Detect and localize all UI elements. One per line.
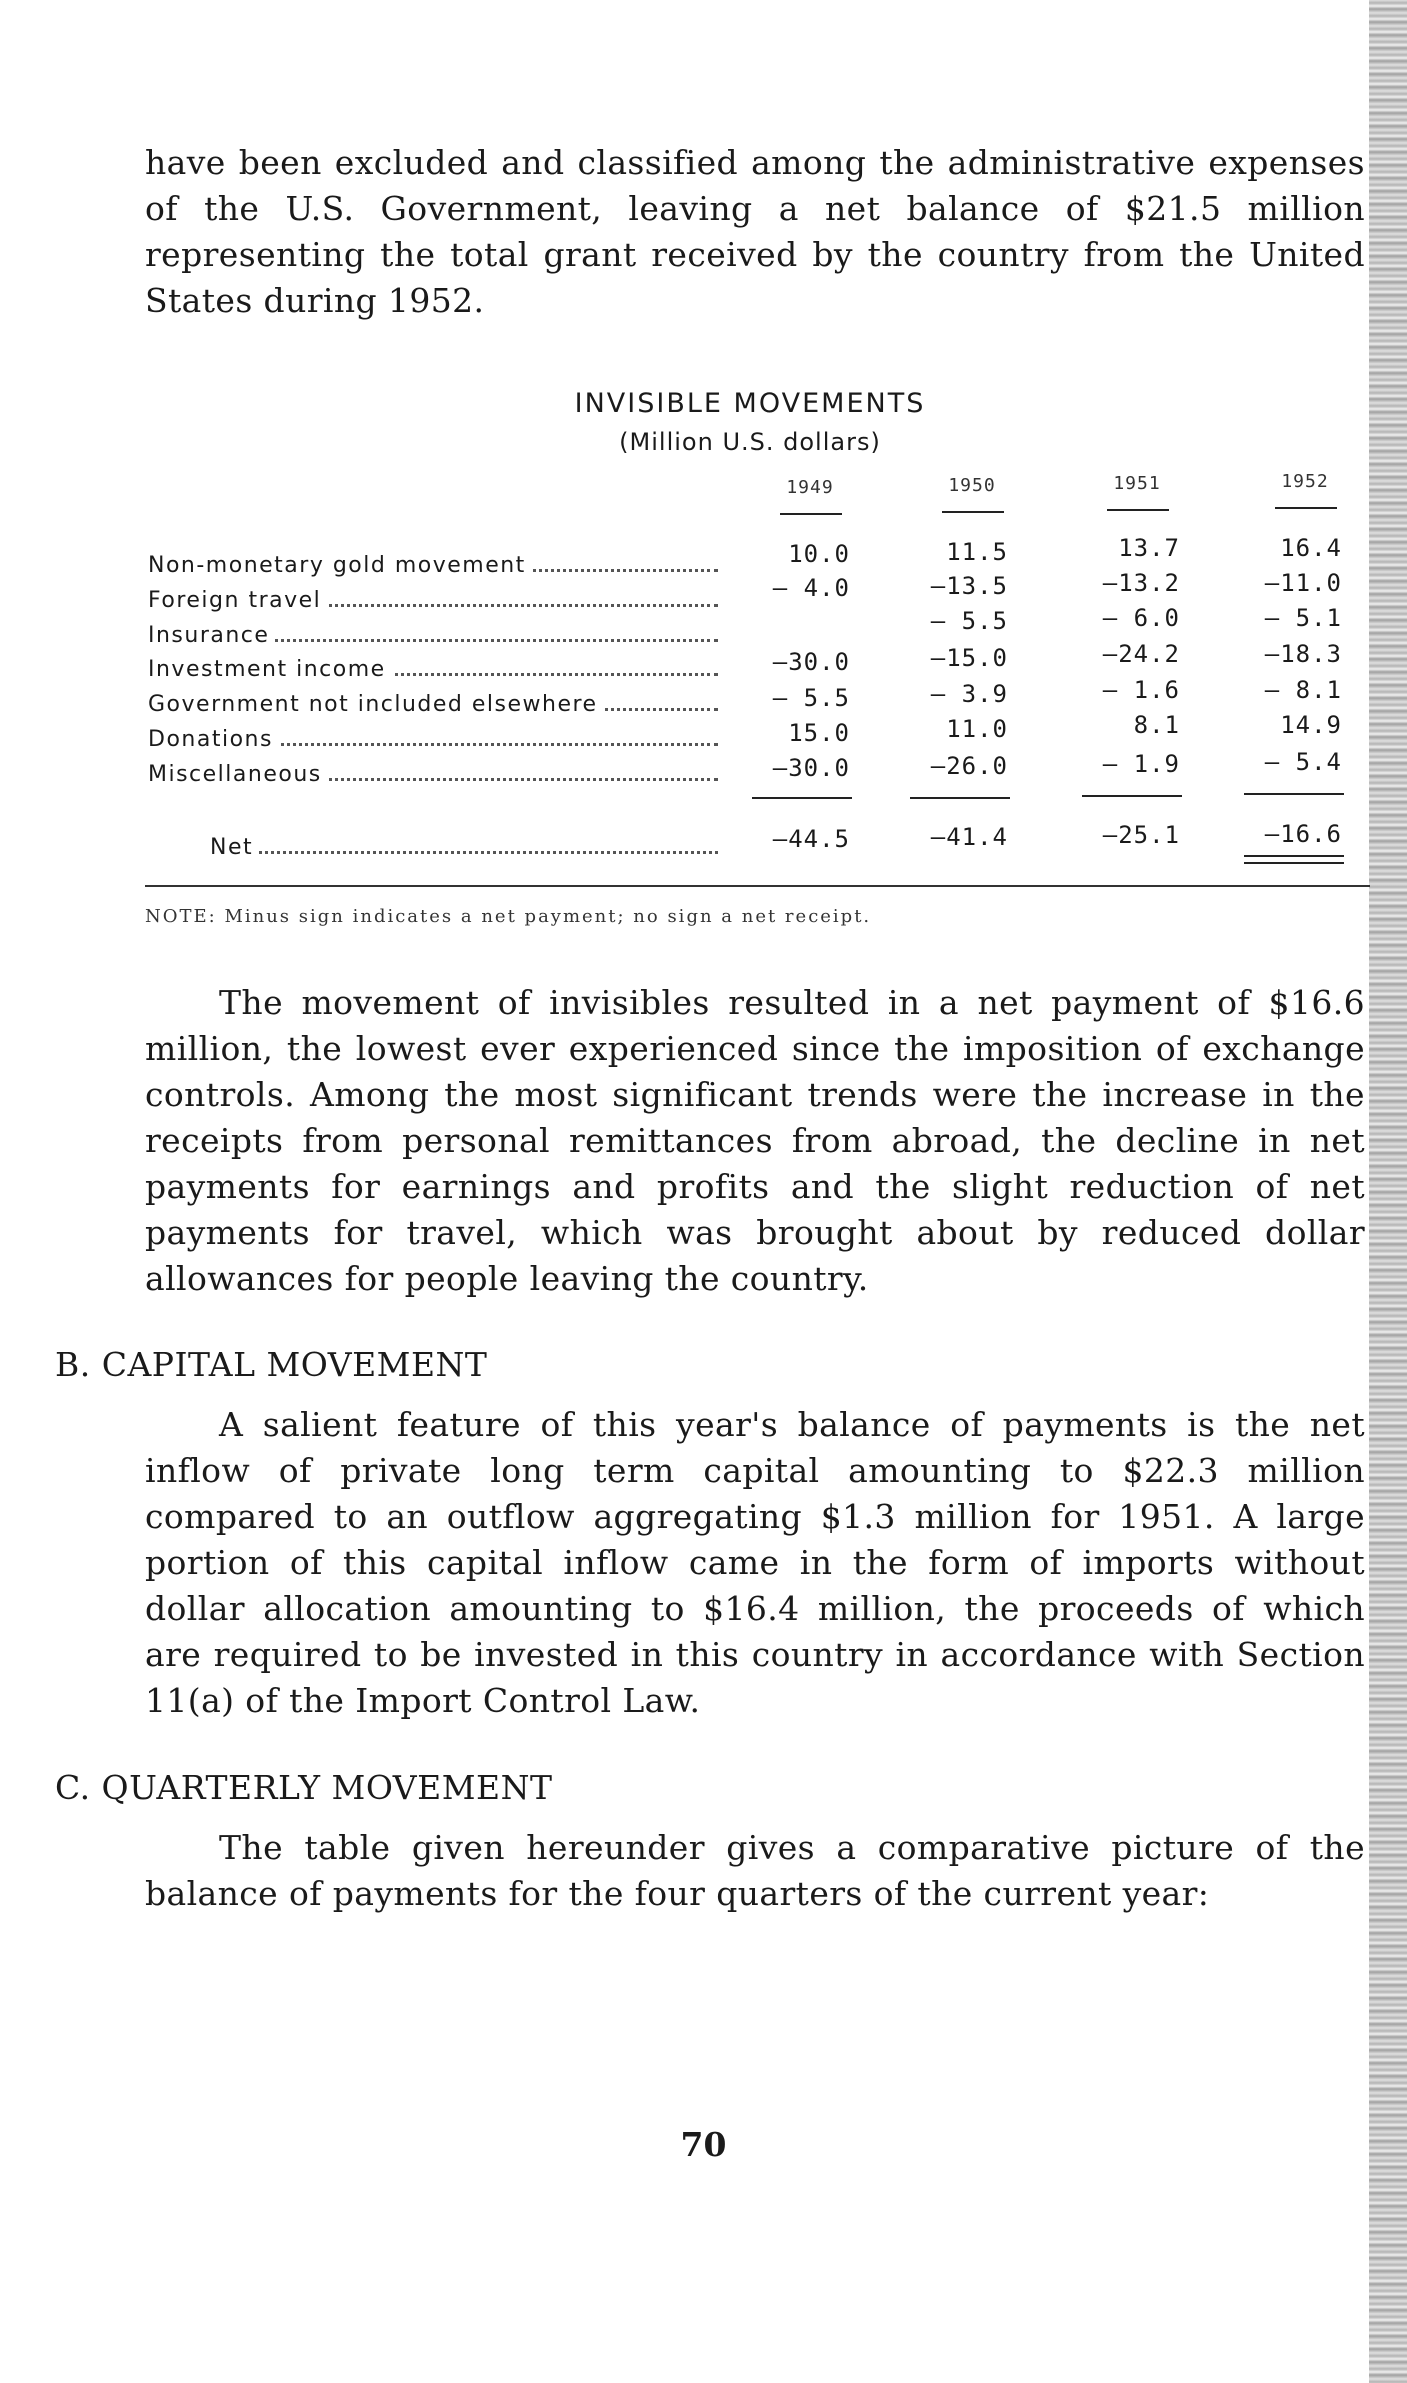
table-cell: 11.0 bbox=[946, 715, 1008, 743]
row-label: Investment income bbox=[148, 657, 718, 682]
table-cell: —18.3 bbox=[1264, 640, 1342, 668]
table-cell: — 8.1 bbox=[1264, 676, 1342, 704]
year-underline bbox=[1107, 509, 1169, 511]
net-value-1949: —44.5 bbox=[772, 825, 850, 853]
table-cell: — 5.5 bbox=[930, 607, 1008, 635]
table-cell: —26.0 bbox=[930, 752, 1008, 780]
table-cell: —13.5 bbox=[930, 572, 1008, 600]
table-cell: —30.0 bbox=[772, 648, 850, 676]
year-header-1951: 1951 bbox=[1113, 473, 1161, 494]
year-header-1950: 1950 bbox=[948, 475, 996, 496]
table-cell: —30.0 bbox=[772, 754, 850, 782]
table-cell: — 1.6 bbox=[1102, 676, 1180, 704]
net-value-1950: —41.4 bbox=[930, 823, 1008, 851]
year-underline bbox=[942, 511, 1004, 513]
row-label: Donations bbox=[148, 727, 718, 752]
invisibles-paragraph: The movement of invisibles resulted in a net payment of $16.6 million, the lowest ever experienced since the imposition of exchange controls. Among the most significant trends were the increase in the receipts from personal remittances from abroad, the decline in net payments for earnings and profits and the slight reduction of net payments for travel, which was brought about by reduced dollar allowances for people leaving the country. bbox=[145, 983, 1365, 1298]
table-cell: 16.4 bbox=[1280, 534, 1342, 562]
table-cell: 13.7 bbox=[1118, 534, 1180, 562]
sum-rule bbox=[752, 797, 852, 799]
table-cell: — 6.0 bbox=[1102, 604, 1180, 632]
row-label: Miscellaneous bbox=[148, 762, 718, 787]
net-row-label: Net bbox=[210, 835, 718, 860]
table-cell: 10.0 bbox=[788, 540, 850, 568]
table-title: INVISIBLE MOVEMENTS bbox=[574, 388, 926, 419]
table-cell: 11.5 bbox=[946, 538, 1008, 566]
table-cell: —11.0 bbox=[1264, 569, 1342, 597]
table-subtitle: (Million U.S. dollars) bbox=[619, 428, 881, 456]
table-cell: — 4.0 bbox=[772, 574, 850, 602]
table-cell: — 3.9 bbox=[930, 680, 1008, 708]
row-label: Foreign travel bbox=[148, 588, 718, 613]
sum-rule bbox=[910, 797, 1010, 799]
section-b-paragraph: A salient feature of this year's balance of payments is the net inflow of private long term capital amounting to $22.3 million compared to an outflow aggregating $1.3 million for 1951. A large portion of this capital inflow came in the form of imports without dollar allocation amounting to $16.4 million, the proceeds of which are required to be invested in this country in accordance with Section 11(a) of the Import Control Law. bbox=[145, 1405, 1365, 1720]
year-underline bbox=[1275, 507, 1337, 509]
sum-rule bbox=[1082, 795, 1182, 797]
table-cell: — 5.1 bbox=[1264, 604, 1342, 632]
row-label: Insurance bbox=[148, 623, 718, 648]
net-value-1951: —25.1 bbox=[1102, 821, 1180, 849]
table-cell: 14.9 bbox=[1280, 711, 1342, 739]
table-cell: —15.0 bbox=[930, 644, 1008, 672]
section-b-heading: B. CAPITAL MOVEMENT bbox=[55, 1345, 488, 1384]
scanned-page-edge bbox=[1369, 0, 1407, 2383]
table-cell: —24.2 bbox=[1102, 640, 1180, 668]
row-label: Non-monetary gold movement bbox=[148, 553, 718, 578]
table-note: NOTE: Minus sign indicates a net payment; no sign a net receipt. bbox=[145, 906, 872, 927]
net-value-1952: —16.6 bbox=[1264, 820, 1342, 848]
year-header-1952: 1952 bbox=[1281, 471, 1329, 492]
year-underline bbox=[780, 513, 842, 515]
table-cell: — 5.4 bbox=[1264, 748, 1342, 776]
section-c-paragraph: The table given hereunder gives a comparative picture of the balance of payments for the four quarters of the current year: bbox=[145, 1828, 1365, 1913]
section-c-heading: C. QUARTERLY MOVEMENT bbox=[55, 1768, 553, 1807]
table-cell: 15.0 bbox=[788, 719, 850, 747]
page-number: 70 bbox=[680, 2125, 727, 2164]
year-header-1949: 1949 bbox=[786, 477, 834, 498]
table-cell: — 5.5 bbox=[772, 684, 850, 712]
table-cell: — 1.9 bbox=[1102, 750, 1180, 778]
net-double-rule bbox=[1244, 855, 1344, 864]
row-label: Government not included elsewhere bbox=[148, 692, 718, 717]
intro-paragraph: have been excluded and classified among the administrative expenses of the U.S. Government, leaving a net balance of $21.5 million representing the total grant received by the country from the United States during 1952. bbox=[145, 143, 1365, 320]
sum-rule bbox=[1244, 793, 1344, 795]
table-cell: —13.2 bbox=[1102, 569, 1180, 597]
table-bottom-rule bbox=[145, 885, 1370, 887]
table-cell: 8.1 bbox=[1133, 711, 1180, 739]
